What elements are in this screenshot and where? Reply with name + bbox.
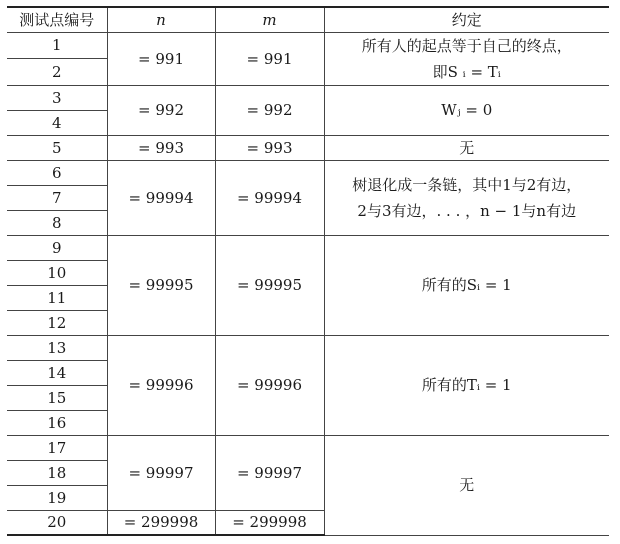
m-value-cell: = 992: [215, 85, 324, 135]
test-id-cell: 9: [7, 235, 107, 260]
m-value-cell: = 991: [215, 32, 324, 85]
n-value-cell: = 993: [107, 135, 215, 160]
test-id-cell: 13: [7, 335, 107, 360]
constraint-cell: [324, 335, 609, 435]
test-id-cell: 6: [7, 160, 107, 185]
header-constraint: 约定: [324, 7, 609, 32]
test-id-cell: 20: [7, 510, 107, 535]
n-value-cell: = 99994: [107, 160, 215, 235]
constraint-line: 所有的Tᵢ = 1: [421, 376, 512, 394]
test-id-cell: 1: [7, 32, 107, 59]
table-row: [7, 85, 609, 110]
header-n: n: [107, 7, 215, 32]
test-id-cell: 3: [7, 85, 107, 110]
m-value-cell: = 99994: [215, 160, 324, 235]
header-test-id: 测试点编号: [7, 7, 107, 32]
constraint-line: 所有的Sᵢ = 1: [421, 276, 512, 294]
test-id-cell: 8: [7, 210, 107, 235]
test-id-cell: 19: [7, 485, 107, 510]
table-row: [7, 435, 609, 460]
test-id-cell: 10: [7, 260, 107, 285]
table-row: [7, 335, 609, 360]
m-value-cell: = 99996: [215, 335, 324, 435]
constraint-line: 即S ᵢ = Tᵢ: [432, 62, 501, 81]
test-id-cell: 7: [7, 185, 107, 210]
n-value-cell: = 991: [107, 32, 215, 85]
test-id-cell: 17: [7, 435, 107, 460]
header-m: m: [215, 7, 324, 32]
test-id-cell: 18: [7, 460, 107, 485]
constraints-table-wrap: [7, 6, 609, 536]
constraint-line: 所有人的起点等于自己的终点，: [361, 36, 572, 55]
test-id-cell: 2: [7, 59, 107, 86]
constraint-cell: [324, 435, 609, 535]
m-value-cell: = 99997: [215, 435, 324, 510]
test-id-cell: 12: [7, 310, 107, 335]
constraint-cell: [324, 32, 609, 85]
n-value-cell: = 99997: [107, 435, 215, 510]
m-value-cell: = 99995: [215, 235, 324, 335]
table-row: [7, 32, 609, 59]
test-id-cell: 5: [7, 135, 107, 160]
m-value-cell: = 299998: [215, 510, 324, 535]
constraints-table: [7, 6, 609, 536]
table-row: [7, 135, 609, 160]
constraint-line: 无: [459, 138, 475, 157]
test-id-cell: 15: [7, 385, 107, 410]
constraint-cell: [324, 135, 609, 160]
constraint-line: Wⱼ = 0: [441, 101, 493, 119]
n-value-cell: = 99996: [107, 335, 215, 435]
test-id-cell: 11: [7, 285, 107, 310]
m-value-cell: = 993: [215, 135, 324, 160]
table-row: [7, 235, 609, 260]
test-id-cell: 14: [7, 360, 107, 385]
constraint-line: 2与3有边，. . . ，n − 1与n有边: [357, 201, 577, 220]
n-value-cell: = 992: [107, 85, 215, 135]
n-value-cell: = 99995: [107, 235, 215, 335]
test-id-cell: 16: [7, 410, 107, 435]
constraint-cell: [324, 235, 609, 335]
table-row: [7, 160, 609, 185]
constraint-cell: [324, 85, 609, 135]
constraint-cell: [324, 160, 609, 235]
header-row: [7, 7, 609, 32]
n-value-cell: = 299998: [107, 510, 215, 535]
constraint-line: 无: [459, 476, 475, 494]
test-id-cell: 4: [7, 110, 107, 135]
constraint-line: 树退化成一条链，其中1与2有边，: [352, 175, 582, 194]
